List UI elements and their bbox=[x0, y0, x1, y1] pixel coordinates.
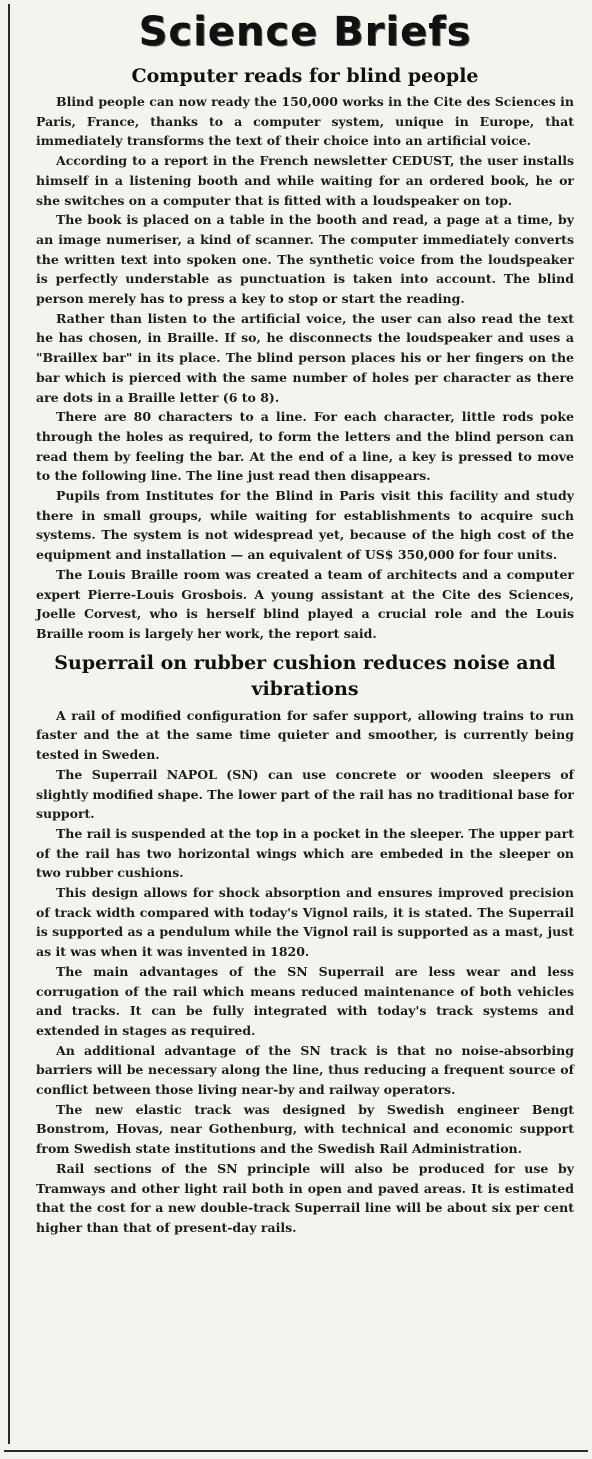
article-paragraph: Rather than listen to the artificial voice, the user can also read the text he has chosen, in Braille. If so, he disconnects the loudspeaker and uses a "Braillex bar" in its place. The blind person places his or her fingers on the bar which is pierced with the same number of holes per character as there are dots in a Braille letter (6 to 8). bbox=[36, 310, 574, 405]
article-paragraph: The new elastic track was designed by Swedish engineer Bengt Bonstrom, Hovas, near Gothenburg, with technical and economic support from Swedish state institutions and the Swedish Rail Administration. bbox=[36, 1101, 574, 1157]
article-paragraph: According to a report in the French newsletter CEDUST, the user installs himself in a listening booth and while waiting for an ordered book, he or she switches on a computer that is fitted with a loudspeaker on top. bbox=[36, 153, 574, 208]
article-paragraph: The Louis Braille room was created a team of architects and a computer expert Pierre-Louis Grosbois. A young assistant at the Cite des Sciences, Joelle Corvest, who is herself blind played a crucial role and the Louis Braille room is largely her work, the report said. bbox=[36, 566, 574, 641]
article-paragraph: The rail is suspended at the top in a pocket in the sleeper. The upper part of the rail has two horizontal wings which are embeded in the sleeper on two rubber cushions. bbox=[36, 825, 574, 881]
article-superrail bbox=[36, 650, 574, 1238]
article-paragraph: The book is placed on a table in the booth and read, a page at a time, by an image numeriser, a kind of scanner. The computer immediately converts the written text into spoken one. The synthetic voice from the loudspeaker is perfectly understable as punctuation is taken into account. The blind person merely has to press a key to stop or start the reading. bbox=[36, 212, 574, 307]
article-paragraph: The main advantages of the SN Superrail are less wear and less corrugation of the rail which means reduced maintenance of both vehicles and tracks. It can be fully integrated with today's track systems and extended in stages as required. bbox=[36, 963, 574, 1038]
article-headline: Computer reads for blind people bbox=[131, 65, 479, 87]
article-paragraph: This design allows for shock absorption and ensures improved precision of track width compared with today's Vignol rails, it is stated. The Superrail is supported as a pendulum while the Vignol rail is supported as a mast, just as it was when it was invented in 1820. bbox=[36, 885, 574, 960]
article-paragraph: Pupils from Institutes for the Blind in Paris visit this facility and study there in small groups, while waiting for establishments to acquire such systems. The system is not widespread yet, because of the high cost of the equipment and installation — an equivalent of US$ 350,000 for four units. bbox=[36, 488, 574, 563]
article-paragraph: A rail of modified configuration for safer support, allowing trains to run faster and the at the same time quieter and smoother, is currently being tested in Sweden. bbox=[36, 707, 574, 763]
article-paragraph: Blind people can now ready the 150,000 works in the Cite des Sciences in Paris, France, thanks to a computer system, unique in Europe, that immediately transforms the text of their choice into an artificial voice. bbox=[36, 94, 574, 149]
bottom-rule bbox=[4, 1450, 588, 1452]
article-paragraph: An additional advantage of the SN track is that no noise-absorbing barriers will be necessary along the line, thus reducing a frequent source of conflict between those living near-by and railway operators. bbox=[36, 1042, 574, 1098]
article-blind-computer bbox=[36, 64, 574, 644]
left-column-rule bbox=[8, 4, 10, 1444]
article-paragraph: The Superrail NAPOL (SN) can use concrete or wooden sleepers of slightly modified shape. The lower part of the rail has no traditional base for support. bbox=[36, 766, 574, 822]
article-headline: Superrail on rubber cushion reduces noise and vibrations bbox=[54, 651, 556, 700]
article-paragraph: Rail sections of the SN principle will also be produced for use by Tramways and other light rail both in open and paved areas. It is estimated that the cost for a new double-track Superrail line will be about six per cent higher than that of present-day rails. bbox=[36, 1160, 574, 1235]
article-paragraph: There are 80 characters to a line. For each character, little rods poke through the holes as required, to form the letters and the blind person can read them by feeling the bar. At the end of a line, a key is pressed to move to the following line. The line just read then disappears. bbox=[36, 409, 574, 484]
section-masthead: Science Briefs bbox=[138, 9, 472, 55]
